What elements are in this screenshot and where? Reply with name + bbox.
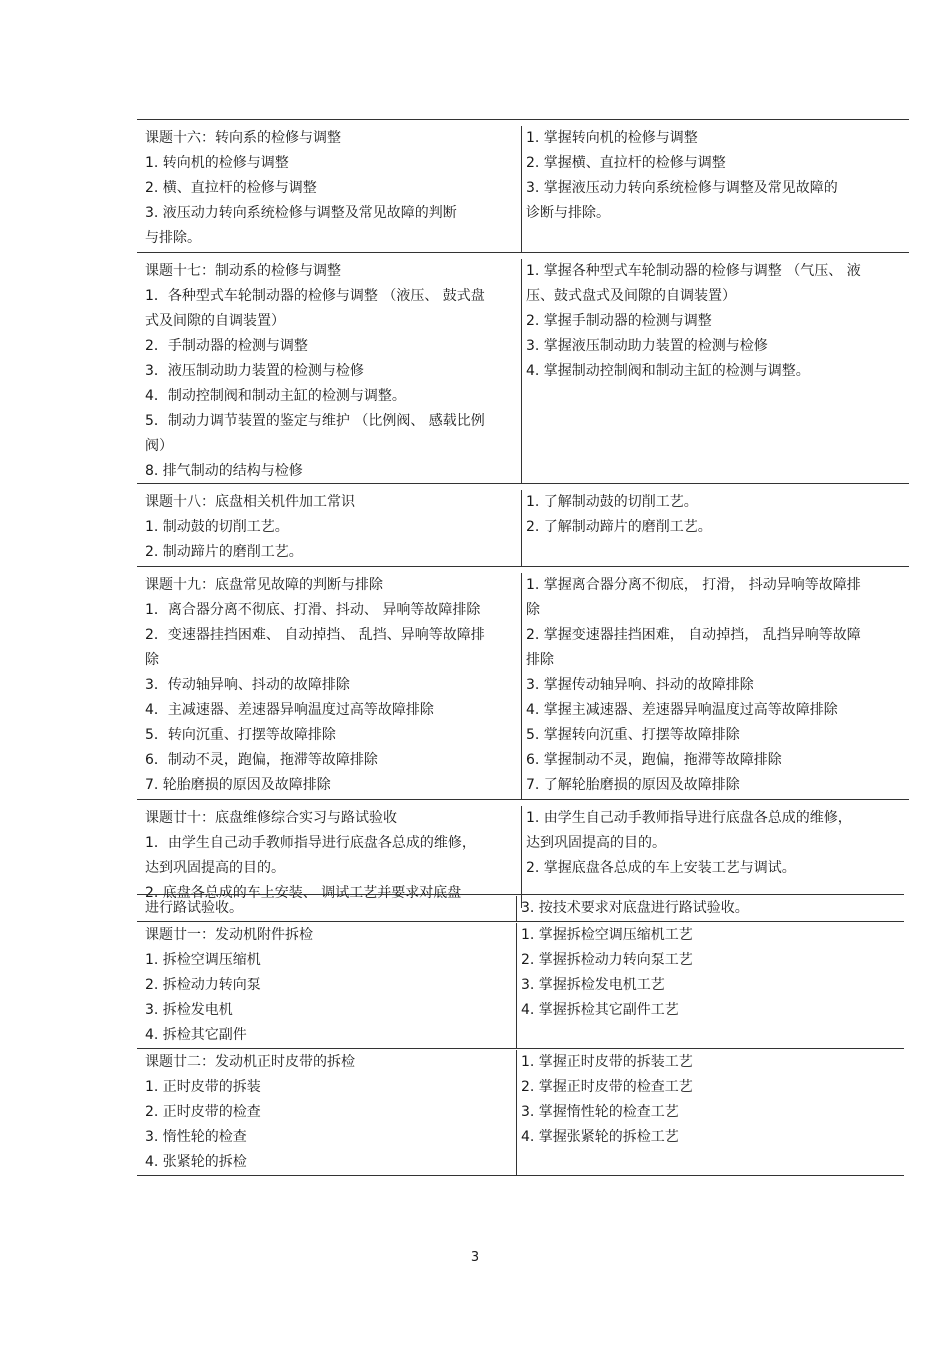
list-item: 6. 掌握制动不灵，跑偏，拖滞等故障排除 bbox=[526, 752, 782, 768]
topic-title: 课题十七：制动系的检修与调整 bbox=[145, 263, 341, 279]
list-item: 4. 掌握主减速器、差速器异响温度过高等故障排除 bbox=[526, 702, 838, 718]
list-item: 1. 拆检空调压缩机 bbox=[145, 952, 261, 968]
list-item: 1．由学生自己动手教师指导进行底盘各总成的维修， bbox=[145, 835, 476, 851]
list-item: 3. 掌握液压制动助力装置的检测与检修 bbox=[526, 338, 768, 354]
objective-cell bbox=[522, 259, 909, 483]
topic-title: 课题十八：底盘相关机件加工常识 bbox=[145, 494, 355, 510]
list-item: 4．制动控制阀和制动主缸的检测与调整。 bbox=[145, 388, 406, 404]
objective-cell bbox=[522, 126, 909, 252]
list-item: 式及间隙的自调装置） bbox=[145, 313, 285, 329]
list-item: 压、鼓式盘式及间隙的自调装置） bbox=[526, 288, 736, 304]
topic-cell bbox=[137, 896, 517, 921]
list-item: 除 bbox=[145, 652, 159, 668]
list-item: 与排除。 bbox=[145, 230, 201, 246]
list-item: 1. 正时皮带的拆装 bbox=[145, 1079, 261, 1095]
list-item: 4. 拆检其它副件 bbox=[145, 1027, 247, 1043]
list-item: 7. 了解轮胎磨损的原因及故障排除 bbox=[526, 777, 740, 793]
table-row bbox=[137, 921, 904, 1048]
course-table-1 bbox=[137, 119, 909, 908]
list-item: 1．离合器分离不彻底、打滑、抖动、 异响等故障排除 bbox=[145, 602, 481, 618]
topic-title: 课题十六：转向系的检修与调整 bbox=[145, 130, 341, 146]
list-item: 2. 掌握拆检动力转向泵工艺 bbox=[521, 952, 693, 968]
list-item: 4. 掌握拆检其它副件工艺 bbox=[521, 1002, 679, 1018]
objective-cell bbox=[522, 573, 909, 799]
list-item: 1．各种型式车轮制动器的检修与调整 （液压、 鼓式盘 bbox=[145, 288, 485, 304]
list-item: 2. 掌握底盘各总成的车上安装工艺与调试。 bbox=[526, 860, 796, 876]
topic-title: 进行路试验收。 bbox=[145, 900, 243, 916]
topic-cell bbox=[137, 126, 522, 252]
list-item: 2. 掌握变速器挂挡困难， 自动掉挡， 乱挡异响等故障 bbox=[526, 627, 861, 643]
list-item: 达到巩固提高的目的。 bbox=[526, 835, 666, 851]
list-item: 2. 横、直拉杆的检修与调整 bbox=[145, 180, 317, 196]
topic-cell bbox=[137, 259, 522, 483]
list-item: 3. 掌握惰性轮的检查工艺 bbox=[521, 1104, 679, 1120]
table-row bbox=[137, 799, 909, 908]
topic-title: 课题廿十：底盘维修综合实习与路试验收 bbox=[145, 810, 397, 826]
table-row bbox=[137, 252, 909, 483]
list-item: 4. 张紧轮的拆检 bbox=[145, 1154, 247, 1170]
topic-title: 课题十九：底盘常见故障的判断与排除 bbox=[145, 577, 383, 593]
list-item: 3. 液压动力转向系统检修与调整及常见故障的判断 bbox=[145, 205, 457, 221]
list-item: 1. 掌握拆检空调压缩机工艺 bbox=[521, 927, 693, 943]
list-item: 2．变速器挂挡困难、 自动掉挡、 乱挡、异响等故障排 bbox=[145, 627, 485, 643]
topic-title: 课题廿一：发动机附件拆检 bbox=[145, 927, 313, 943]
list-item: 6．制动不灵，跑偏，拖滞等故障排除 bbox=[145, 752, 378, 768]
list-item: 除 bbox=[526, 602, 540, 618]
list-item: 诊断与排除。 bbox=[526, 205, 610, 221]
list-item: 2. 掌握正时皮带的检查工艺 bbox=[521, 1079, 693, 1095]
topic-cell bbox=[137, 923, 517, 1048]
topic-cell bbox=[137, 573, 522, 799]
list-item: 3. 拆检发电机 bbox=[145, 1002, 233, 1018]
list-item: 5．转向沉重、打摆等故障排除 bbox=[145, 727, 336, 743]
objective-cell bbox=[522, 490, 909, 566]
list-item: 5. 掌握转向沉重、打摆等故障排除 bbox=[526, 727, 740, 743]
course-table-2 bbox=[137, 894, 904, 1176]
list-item: 2. 制动蹄片的磨削工艺。 bbox=[145, 544, 303, 560]
list-item: 1. 了解制动鼓的切削工艺。 bbox=[526, 494, 698, 510]
table-row bbox=[137, 894, 904, 921]
list-item: 达到巩固提高的目的。 bbox=[145, 860, 285, 876]
list-item: 2. 正时皮带的检查 bbox=[145, 1104, 261, 1120]
objective-cell bbox=[517, 896, 904, 921]
list-item: 1. 掌握离合器分离不彻底， 打滑， 抖动异响等故障排 bbox=[526, 577, 861, 593]
list-item: 3. 掌握拆检发电机工艺 bbox=[521, 977, 665, 993]
list-item: 阀） bbox=[145, 438, 173, 454]
list-item: 3. 按技术要求对底盘进行路试验收。 bbox=[521, 900, 749, 916]
list-item: 1. 由学生自己动手教师指导进行底盘各总成的维修， bbox=[526, 810, 852, 826]
list-item: 3. 掌握液压动力转向系统检修与调整及常见故障的 bbox=[526, 180, 838, 196]
list-item: 4. 掌握制动控制阀和制动主缸的检测与调整。 bbox=[526, 363, 810, 379]
list-item: 1. 掌握正时皮带的拆装工艺 bbox=[521, 1054, 693, 1070]
topic-title: 课题廿二：发动机正时皮带的拆检 bbox=[145, 1054, 355, 1070]
table-row bbox=[137, 119, 909, 252]
list-item: 2. 了解制动蹄片的磨削工艺。 bbox=[526, 519, 712, 535]
page-number: 3 bbox=[470, 1250, 480, 1265]
list-item: 3．传动轴异响、抖动的故障排除 bbox=[145, 677, 350, 693]
list-item: 3. 惰性轮的检查 bbox=[145, 1129, 247, 1145]
list-item: 3．液压制动助力装置的检测与检修 bbox=[145, 363, 364, 379]
list-item: 1. 制动鼓的切削工艺。 bbox=[145, 519, 289, 535]
list-item: 排除 bbox=[526, 652, 554, 668]
list-item: 1. 掌握转向机的检修与调整 bbox=[526, 130, 698, 146]
list-item: 4. 掌握张紧轮的拆检工艺 bbox=[521, 1129, 679, 1145]
list-item: 7. 轮胎磨损的原因及故障排除 bbox=[145, 777, 331, 793]
table-row bbox=[137, 483, 909, 566]
list-item: 2. 掌握横、直拉杆的检修与调整 bbox=[526, 155, 726, 171]
list-item: 3. 掌握传动轴异响、抖动的故障排除 bbox=[526, 677, 754, 693]
list-item: 2. 底盘各总成的车上安装、 调试工艺并要求对底盘 bbox=[145, 885, 462, 901]
list-item: 1. 转向机的检修与调整 bbox=[145, 155, 289, 171]
list-item: 5．制动力调节装置的鉴定与维护 （比例阀、 感载比例 bbox=[145, 413, 485, 429]
list-item: 2．手制动器的检测与调整 bbox=[145, 338, 308, 354]
objective-cell bbox=[522, 806, 909, 908]
topic-cell bbox=[137, 806, 522, 908]
list-item: 1. 掌握各种型式车轮制动器的检修与调整 （气压、 液 bbox=[526, 263, 861, 279]
topic-cell bbox=[137, 1050, 517, 1175]
list-item: 4．主减速器、差速器异响温度过高等故障排除 bbox=[145, 702, 434, 718]
objective-cell bbox=[517, 923, 904, 1048]
table-row bbox=[137, 566, 909, 799]
list-item: 2. 拆检动力转向泵 bbox=[145, 977, 261, 993]
objective-cell bbox=[517, 1050, 904, 1175]
list-item: 8. 排气制动的结构与检修 bbox=[145, 463, 303, 479]
table-row bbox=[137, 1048, 904, 1176]
list-item: 2. 掌握手制动器的检测与调整 bbox=[526, 313, 712, 329]
topic-cell bbox=[137, 490, 522, 566]
